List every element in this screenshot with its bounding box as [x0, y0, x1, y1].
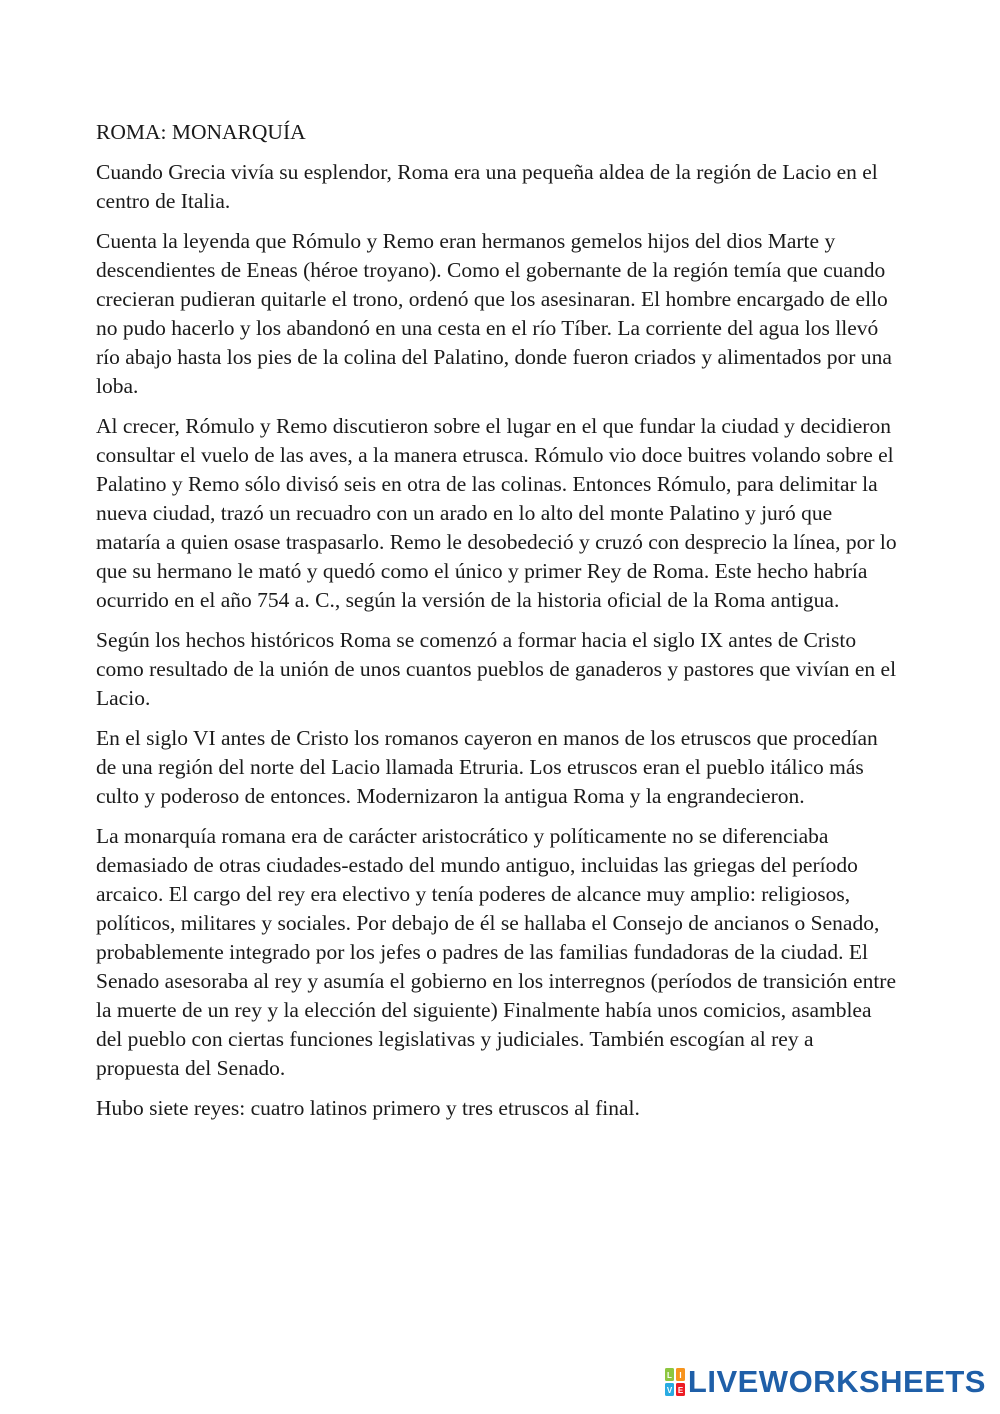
svg-text:L: L: [666, 1371, 672, 1380]
svg-text:I: I: [679, 1371, 682, 1380]
paragraph-2: Cuenta la leyenda que Rómulo y Remo eran hermanos gemelos hijos del dios Marte y descendientes de Eneas (héroe troyano). Como el gobernante de la región temía que cuando crecieran pudieran quitarle el trono, ordenó que los asesinaran. El hombre encargado de ello no pudo hacerlo y los abandonó en una cesta en el río Tíber. La corriente del agua los llevó río abajo hasta los pies de la colina del Palatino, donde fueron criados y alimentados por una loba.: [96, 229, 892, 398]
document-body: [96, 118, 901, 1134]
paragraph-1: Cuando Grecia vivía su esplendor, Roma era una pequeña aldea de la región de Lacio en el centro de Italia.: [96, 160, 878, 213]
liveworksheets-logo-icon: [664, 1367, 686, 1397]
paragraph-7: Hubo siete reyes: cuatro latinos primero y tres etruscos al final.: [96, 1096, 640, 1120]
svg-text:V: V: [666, 1386, 673, 1395]
svg-text:E: E: [677, 1386, 684, 1395]
paragraph-3: Al crecer, Rómulo y Remo discutieron sobre el lugar en el que fundar la ciudad y decidieron consultar el vuelo de las aves, a la manera etrusca. Rómulo vio doce buitres volando sobre el Palatino y Remo sólo divisó seis en otra de las colinas. Entonces Rómulo, para delimitar la nueva ciudad, trazó un recuadro con un arado en lo alto del monte Palatino y juró que mataría a quien osase traspasarlo. Remo le desobedeció y cruzó con desprecio la línea, por lo que su hermano le mató y quedó como el único y primer Rey de Roma. Este hecho habría ocurrido en el año 754 a. C., según la versión de la historia oficial de la Roma antigua.: [96, 414, 897, 612]
paragraph-5: En el siglo VI antes de Cristo los romanos cayeron en manos de los etruscos que procedían de una región del norte del Lacio llamada Etruria. Los etruscos eran el pueblo itálico más culto y poderoso de entonces. Modernizaron la antigua Roma y la engrandecieron.: [96, 726, 878, 808]
paragraph-6: La monarquía romana era de carácter aristocrático y políticamente no se diferenciaba demasiado de otras ciudades-estado del mundo antiguo, incluidas las griegas del período arcaico. El cargo del rey era electivo y tenía poderes de alcance muy amplio: religiosos, políticos, militares y sociales. Por debajo de él se hallaba el Consejo de ancianos o Senado, probablemente integrado por los jefes o padres de las familias fundadoras de la ciudad. El Senado asesoraba al rey y asumía el gobierno en los interregnos (períodos de transición entre la muerte de un rey y la elección del siguiente) Finalmente había unos comicios, asamblea del pueblo con ciertas funciones legislativas y judiciales. También escogían al rey a propuesta del Senado.: [96, 824, 897, 1080]
brand-name: LIVEWORKSHEETS: [687, 1364, 986, 1399]
paragraph-4: Según los hechos históricos Roma se comenzó a formar hacia el siglo IX antes de Cristo como resultado de la unión de unos cuantos pueblos de ganaderos y pastores que vivían en el Lacio.: [96, 628, 897, 710]
liveworksheets-brand[interactable]: [664, 1362, 986, 1402]
document-title: ROMA: MONARQUÍA: [96, 120, 306, 144]
